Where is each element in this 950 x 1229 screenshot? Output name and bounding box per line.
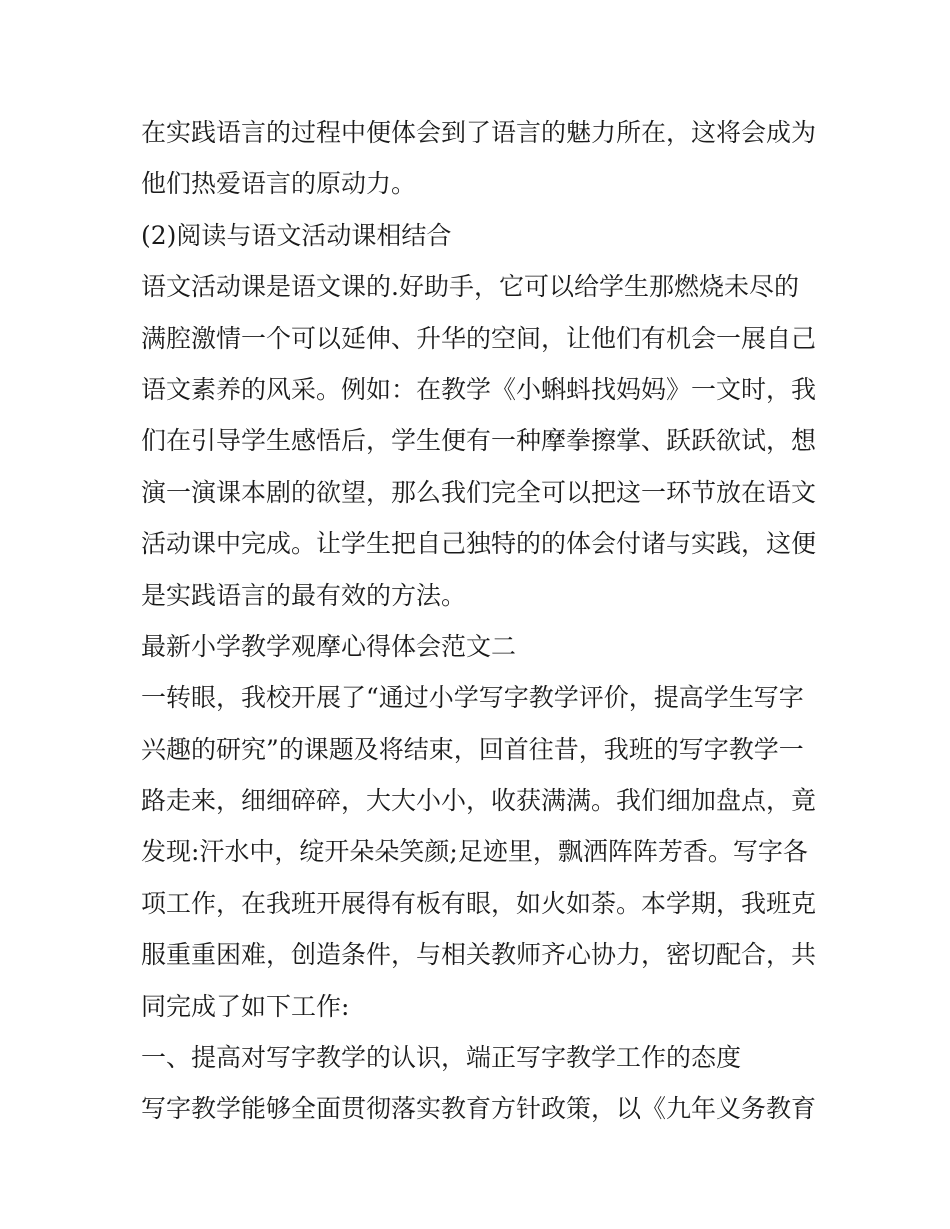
text-line: 语文素养的风采。例如：在教学《小蝌蚪找妈妈》一文时，我 [141,374,817,404]
text-line: 路走来，细细碎碎，大大小小，收获满满。我们细加盘点，竟 [141,786,817,816]
text-line: 演一演课本剧的欲望，那么我们完全可以把这一环节放在语文 [141,477,817,507]
document-body [141,107,821,1135]
section-heading: (2)阅读与语文活动课相结合 [141,220,452,250]
text-line: 一转眼，我校开展了“通过小学写字教学评价，提高学生写字 [141,683,804,713]
section-heading: 一、提高对写字教学的认识，端正写字教学工作的态度 [141,1043,742,1073]
text-line: 服重重困难，创造条件，与相关教师齐心协力，密切配合，共 [141,940,817,970]
text-line: 活动课中完成。让学生把自己独特的的体会付诸与实践，这便 [141,529,817,559]
text-line: 们在引导学生感悟后，学生便有一种摩拳擦掌、跃跃欲试，想 [141,426,817,456]
text-line: 写字教学能够全面贯彻落实教育方针政策，以《九年义务教育 [141,1094,817,1124]
text-line: 是实践语言的最有效的方法。 [141,580,467,610]
text-line: 同完成了如下工作: [141,991,350,1021]
text-line: 项工作，在我班开展得有板有眼，如火如荼。本学期，我班克 [141,888,817,918]
text-line: 满腔激情一个可以延伸、升华的空间，让他们有机会一展自己 [141,323,817,353]
text-line: 语文活动课是语文课的.好助手，它可以给学生那燃烧未尽的 [141,272,799,302]
article-title: 最新小学教学观摩心得体会范文二 [141,631,517,661]
text-line: 发现:汗水中，绽开朵朵笑颜;足迹里，飘洒阵阵芳香。写字各 [141,837,808,867]
text-line: 兴趣的研究”的课题及将结束，回首往昔，我班的写字教学一 [141,734,804,764]
text-line: 他们热爱语言的原动力。 [141,169,417,199]
text-line: 在实践语言的过程中便体会到了语言的魅力所在，这将会成为 [141,118,817,147]
